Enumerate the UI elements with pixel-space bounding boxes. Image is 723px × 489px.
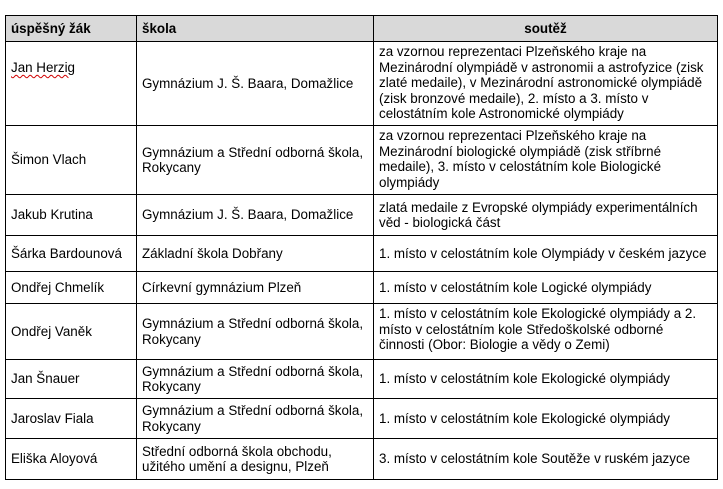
student-name: Šárka Bardounová (6, 236, 137, 272)
header-student: úspěšný žák (6, 16, 137, 42)
student-name: Šimon Vlach (6, 126, 137, 195)
competition-text: 3. místo v celostátním kole Soutěže v ruském jazyce (374, 439, 718, 480)
student-name: Ondřej Chmelík (6, 272, 137, 304)
school-name: Církevní gymnázium Plzeň (137, 272, 374, 304)
school-name: Gymnázium a Střední odborná škola, Rokycany (137, 304, 374, 360)
student-name: Jaroslav Fiala (6, 399, 137, 439)
competition-text: za vzornou reprezentaci Plzeňského kraje na Mezinárodní olympiádě v astronomii a astrofyzice (zisk zlaté medaile), v Mezinárodní astronomické olympiádě (zisk bronzové medaile), 2. místo a 3. místo v celostátním kole Astronomické olympiády (374, 42, 718, 126)
competition-text: 1. místo v celostátním kole Olympiády v českém jazyce (374, 236, 718, 272)
school-name: Gymnázium a Střední odborná škola, Rokycany (137, 360, 374, 399)
school-name: Základní škola Dobřany (137, 236, 374, 272)
table-row (6, 195, 718, 236)
school-name: Gymnázium J. Š. Baara, Domažlice (137, 195, 374, 236)
table-row (6, 360, 718, 399)
table-row (6, 42, 718, 126)
school-name: Gymnázium a Střední odborná škola, Rokycany (137, 399, 374, 439)
student-name: Jan Šnauer (6, 360, 137, 399)
table-row (6, 272, 718, 304)
table-row (6, 439, 718, 480)
table-row (6, 236, 718, 272)
competition-text: 1. místo v celostátním kole Logické olympiády (374, 272, 718, 304)
header-school: škola (137, 16, 374, 42)
student-name: Jakub Krutina (6, 195, 137, 236)
competition-text: 1. místo v celostátním kole Ekologické olympiády a 2. místo v celostátním kole Středoškolské odborné činnosti (Obor: Biologie a vědy o Zemi) (374, 304, 718, 360)
table-row (6, 304, 718, 360)
school-name: Střední odborná škola obchodu, užitého umění a designu, Plzeň (137, 439, 374, 480)
header-row (6, 16, 718, 42)
competition-text: zlatá medaile z Evropské olympiády experimentálních věd - biologická část (374, 195, 718, 236)
competition-text: za vzornou reprezentaci Plzeňského kraje na Mezinárodní biologické olympiádě (zisk stříbrné medaile), 3. místo v celostátním kole Biologické olympiády (374, 126, 718, 195)
student-name: Jan Herzig (6, 42, 137, 126)
table-row (6, 126, 718, 195)
competition-text: 1. místo v celostátním kole Ekologické olympiády (374, 399, 718, 439)
header-competition: soutěž (374, 16, 718, 42)
school-name: Gymnázium J. Š. Baara, Domažlice (137, 42, 374, 126)
student-name: Ondřej Vaněk (6, 304, 137, 360)
competition-text: 1. místo v celostátním kole Ekologické olympiády (374, 360, 718, 399)
student-name: Eliška Aloyová (6, 439, 137, 480)
school-name: Gymnázium a Střední odborná škola, Rokycany (137, 126, 374, 195)
table-row (6, 399, 718, 439)
students-table (5, 15, 718, 480)
